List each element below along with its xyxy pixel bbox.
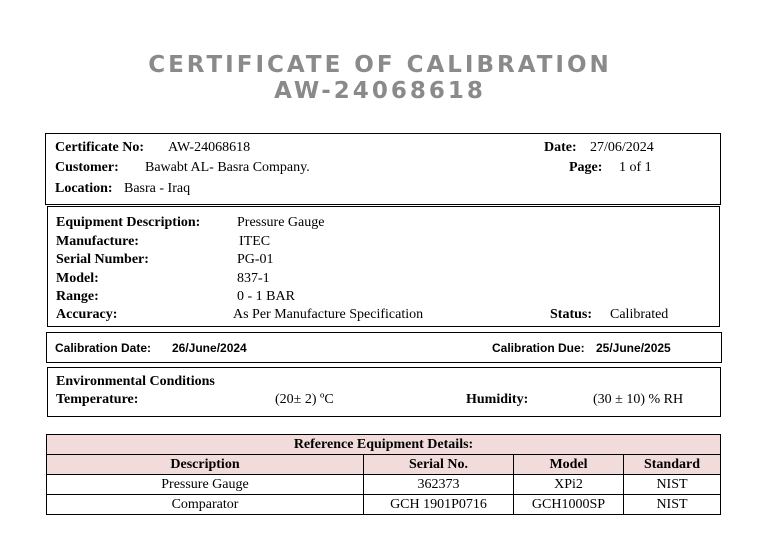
- model-value: 837-1: [237, 271, 270, 286]
- serial-number-value: PG-01: [237, 252, 274, 267]
- reference-header-row: [47, 455, 721, 475]
- cert-no-value: AW-24068618: [168, 140, 251, 155]
- calibration-dates-box: [46, 332, 722, 363]
- location-label: Location:: [55, 181, 113, 196]
- row-model: XPi2: [514, 475, 624, 495]
- manufacture-label: Manufacture:: [56, 234, 139, 249]
- environment-box: [47, 367, 721, 417]
- equipment-box: [47, 206, 720, 327]
- row-standard: NIST: [624, 475, 721, 495]
- status-value: Calibrated: [610, 307, 669, 322]
- calibration-date-value: 26/June/2024: [172, 341, 247, 355]
- col-serial-no: Serial No.: [364, 455, 514, 475]
- reference-heading: Reference Equipment Details:: [47, 435, 721, 455]
- customer-label: Customer:: [55, 160, 119, 175]
- customer-value: Bawabt AL- Basra Company.: [145, 160, 310, 175]
- date-value: 27/06/2024: [590, 140, 654, 155]
- range-value: 0 - 1 BAR: [237, 289, 295, 304]
- certificate-number-title: AW-24068618: [274, 78, 486, 104]
- row-serial-no: GCH 1901P0716: [364, 495, 514, 515]
- col-description: Description: [47, 455, 364, 475]
- model-label: Model:: [56, 271, 99, 286]
- reference-equipment-table: [46, 434, 721, 515]
- row-description: Pressure Gauge: [47, 475, 364, 495]
- row-model: GCH1000SP: [514, 495, 624, 515]
- accuracy-label: Accuracy:: [56, 307, 118, 322]
- date-label: Date:: [544, 140, 577, 155]
- manufacture-value: ITEC: [239, 234, 271, 249]
- col-standard: Standard: [624, 455, 721, 475]
- temperature-value: (20± 2) ºC: [275, 392, 334, 407]
- calibration-date-label: Calibration Date:: [55, 341, 152, 355]
- humidity-value: (30 ± 10) % RH: [593, 392, 684, 407]
- serial-number-label: Serial Number:: [56, 252, 149, 267]
- equipment-description-label: Equipment Description:: [56, 215, 201, 230]
- col-model: Model: [514, 455, 624, 475]
- location-value: Basra - Iraq: [124, 181, 191, 196]
- header-box: [45, 133, 721, 205]
- humidity-label: Humidity:: [466, 392, 529, 407]
- page-value: 1 of 1: [619, 160, 652, 175]
- calibration-due-value: 25/June/2025: [596, 341, 671, 355]
- temperature-label: Temperature:: [56, 392, 139, 407]
- environment-heading: Environmental Conditions: [56, 374, 215, 389]
- equipment-description-value: Pressure Gauge: [237, 215, 325, 230]
- page-label: Page:: [569, 160, 603, 175]
- range-label: Range:: [56, 289, 99, 304]
- status-label: Status:: [550, 307, 593, 322]
- row-serial-no: 362373: [364, 475, 514, 495]
- calibration-due-label: Calibration Due:: [492, 341, 585, 355]
- accuracy-value: As Per Manufacture Specification: [233, 307, 424, 322]
- table-row: [47, 475, 721, 495]
- row-description: Comparator: [47, 495, 364, 515]
- cert-no-label: Certificate No:: [55, 140, 145, 155]
- table-row: [47, 495, 721, 515]
- row-standard: NIST: [624, 495, 721, 515]
- certificate-title: CERTIFICATE OF CALIBRATION: [148, 52, 612, 78]
